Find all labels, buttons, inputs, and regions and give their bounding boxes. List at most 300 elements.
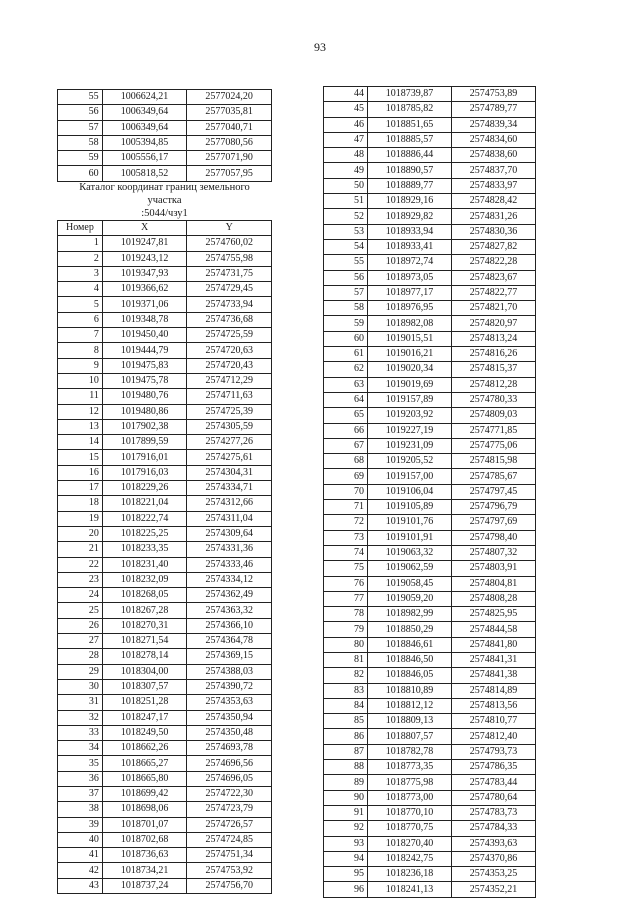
y-coordinate-cell: 2574331,36 [187, 542, 272, 557]
table-row [58, 557, 272, 572]
y-coordinate-cell: 2574830,36 [452, 224, 536, 239]
table-row [324, 438, 536, 453]
table-row [324, 637, 536, 652]
y-coordinate-cell: 2574760,02 [187, 236, 272, 251]
point-number-cell: 1 [58, 236, 103, 251]
point-number-cell: 96 [324, 882, 368, 897]
y-coordinate-cell: 2574784,33 [452, 821, 536, 836]
point-number-cell: 12 [58, 404, 103, 419]
table-row [58, 572, 272, 587]
table-row [58, 771, 272, 786]
x-coordinate-cell: 1018241,13 [368, 882, 452, 897]
x-coordinate-cell: 1019101,91 [368, 530, 452, 545]
x-coordinate-cell: 1018851,65 [368, 117, 452, 132]
table-row [324, 821, 536, 836]
y-coordinate-cell: 2574831,26 [452, 209, 536, 224]
y-coordinate-cell: 2574720,63 [187, 343, 272, 358]
x-coordinate-cell: 1018739,87 [368, 87, 452, 102]
y-coordinate-cell: 2574841,31 [452, 652, 536, 667]
table-row [324, 775, 536, 790]
table-row [58, 166, 272, 181]
y-coordinate-cell: 2574798,40 [452, 530, 536, 545]
y-coordinate-cell: 2574771,85 [452, 423, 536, 438]
point-number-cell: 10 [58, 373, 103, 388]
table-row [324, 805, 536, 820]
y-coordinate-cell: 2574363,32 [187, 603, 272, 618]
table-row [324, 224, 536, 239]
point-number-cell: 19 [58, 511, 103, 526]
point-number-cell: 23 [58, 572, 103, 587]
x-coordinate-cell: 1018775,98 [368, 775, 452, 790]
point-number-cell: 84 [324, 698, 368, 713]
table-row [324, 316, 536, 331]
point-number-cell: 42 [58, 863, 103, 878]
y-coordinate-cell: 2574815,98 [452, 454, 536, 469]
table-row [58, 151, 272, 166]
table-row [324, 561, 536, 576]
x-coordinate-cell: 1018972,74 [368, 255, 452, 270]
point-number-cell: 20 [58, 526, 103, 541]
point-number-cell: 13 [58, 419, 103, 434]
point-number-cell: 83 [324, 683, 368, 698]
x-coordinate-cell: 1019231,09 [368, 438, 452, 453]
x-coordinate-cell: 1018933,41 [368, 239, 452, 254]
x-coordinate-cell: 1019366,62 [102, 282, 187, 297]
table-row [324, 209, 536, 224]
y-coordinate-cell: 2574350,94 [187, 710, 272, 725]
x-coordinate-cell: 1018982,08 [368, 316, 452, 331]
header-x: X [102, 221, 187, 236]
table-row [58, 251, 272, 266]
point-number-cell: 78 [324, 607, 368, 622]
point-number-cell: 61 [324, 347, 368, 362]
y-coordinate-cell: 2574789,77 [452, 102, 536, 117]
x-coordinate-cell: 1018236,18 [368, 867, 452, 882]
y-coordinate-cell: 2574753,89 [452, 87, 536, 102]
table-row [324, 591, 536, 606]
table-row [58, 710, 272, 725]
point-number-cell: 8 [58, 343, 103, 358]
point-number-cell: 88 [324, 760, 368, 775]
x-coordinate-cell: 1018773,00 [368, 790, 452, 805]
table-row [324, 194, 536, 209]
table-row [324, 714, 536, 729]
x-coordinate-cell: 1018267,28 [102, 603, 187, 618]
y-coordinate-cell: 2574390,72 [187, 679, 272, 694]
table-row [324, 760, 536, 775]
x-coordinate-cell: 1006349,64 [102, 120, 187, 135]
table-row [58, 634, 272, 649]
x-coordinate-cell: 1018270,40 [368, 836, 452, 851]
point-number-cell: 18 [58, 496, 103, 511]
point-number-cell: 93 [324, 836, 368, 851]
x-coordinate-cell: 1019020,34 [368, 362, 452, 377]
x-coordinate-cell: 1019247,81 [102, 236, 187, 251]
y-coordinate-cell: 2574844,58 [452, 622, 536, 637]
x-coordinate-cell: 1019203,92 [368, 408, 452, 423]
y-coordinate-cell: 2577024,20 [187, 90, 272, 105]
table-row [324, 255, 536, 270]
table-row [58, 90, 272, 105]
y-coordinate-cell: 2577071,90 [187, 151, 272, 166]
point-number-cell: 14 [58, 435, 103, 450]
y-coordinate-cell: 2574841,80 [452, 637, 536, 652]
point-number-cell: 55 [58, 90, 103, 105]
point-number-cell: 34 [58, 741, 103, 756]
x-coordinate-cell: 1018233,35 [102, 542, 187, 557]
point-number-cell: 53 [324, 224, 368, 239]
point-number-cell: 52 [324, 209, 368, 224]
point-number-cell: 41 [58, 848, 103, 863]
y-coordinate-cell: 2574696,05 [187, 771, 272, 786]
x-coordinate-cell: 1018846,05 [368, 668, 452, 683]
table-row [58, 481, 272, 496]
y-coordinate-cell: 2574812,28 [452, 377, 536, 392]
x-coordinate-cell: 1019106,04 [368, 484, 452, 499]
x-coordinate-cell: 1018268,05 [102, 588, 187, 603]
table-row [324, 117, 536, 132]
point-number-cell: 15 [58, 450, 103, 465]
x-coordinate-cell: 1018251,28 [102, 695, 187, 710]
point-number-cell: 26 [58, 618, 103, 633]
table-row [58, 266, 272, 281]
x-coordinate-cell: 1018665,27 [102, 756, 187, 771]
y-coordinate-cell: 2574364,78 [187, 634, 272, 649]
y-coordinate-cell: 2574362,49 [187, 588, 272, 603]
y-coordinate-cell: 2574839,34 [452, 117, 536, 132]
point-number-cell: 63 [324, 377, 368, 392]
x-coordinate-cell: 1018770,75 [368, 821, 452, 836]
x-coordinate-cell: 1018231,40 [102, 557, 187, 572]
table-row [58, 664, 272, 679]
point-number-cell: 77 [324, 591, 368, 606]
table-row [324, 576, 536, 591]
table-row [58, 404, 272, 419]
point-number-cell: 67 [324, 438, 368, 453]
table-row [58, 435, 272, 450]
x-coordinate-cell: 1018307,57 [102, 679, 187, 694]
point-number-cell: 94 [324, 851, 368, 866]
point-number-cell: 49 [324, 163, 368, 178]
y-coordinate-cell: 2574822,28 [452, 255, 536, 270]
x-coordinate-cell: 1006624,21 [102, 90, 187, 105]
point-number-cell: 48 [324, 148, 368, 163]
table-row [58, 373, 272, 388]
table-row [324, 530, 536, 545]
x-coordinate-cell: 1018278,14 [102, 649, 187, 664]
table-row [324, 744, 536, 759]
x-coordinate-cell: 1019157,00 [368, 469, 452, 484]
table-row [324, 469, 536, 484]
point-number-cell: 64 [324, 392, 368, 407]
point-number-cell: 92 [324, 821, 368, 836]
table-row [58, 450, 272, 465]
table-row [324, 163, 536, 178]
table-row [58, 741, 272, 756]
point-number-cell: 3 [58, 266, 103, 281]
table-row [58, 282, 272, 297]
y-coordinate-cell: 2574311,04 [187, 511, 272, 526]
y-coordinate-cell: 2574813,24 [452, 331, 536, 346]
y-coordinate-cell: 2577035,81 [187, 105, 272, 120]
point-number-cell: 87 [324, 744, 368, 759]
y-coordinate-cell: 2574807,32 [452, 545, 536, 560]
x-coordinate-cell: 1019480,86 [102, 404, 187, 419]
x-coordinate-cell: 1018304,00 [102, 664, 187, 679]
x-coordinate-cell: 1018737,24 [102, 878, 187, 893]
y-coordinate-cell: 2574783,44 [452, 775, 536, 790]
table-row [58, 649, 272, 664]
point-number-cell: 45 [324, 102, 368, 117]
x-coordinate-cell: 1019015,51 [368, 331, 452, 346]
x-coordinate-cell: 1019348,78 [102, 312, 187, 327]
x-coordinate-cell: 1018229,26 [102, 481, 187, 496]
coordinates-table-continued [57, 89, 272, 182]
x-coordinate-cell: 1018734,21 [102, 863, 187, 878]
table-row [58, 389, 272, 404]
y-coordinate-cell: 2574823,67 [452, 270, 536, 285]
x-coordinate-cell: 1019058,45 [368, 576, 452, 591]
y-coordinate-cell: 2574797,45 [452, 484, 536, 499]
table-row [58, 817, 272, 832]
point-number-cell: 50 [324, 178, 368, 193]
point-number-cell: 11 [58, 389, 103, 404]
point-number-cell: 33 [58, 725, 103, 740]
point-number-cell: 76 [324, 576, 368, 591]
x-coordinate-cell: 1019371,06 [102, 297, 187, 312]
table-row [324, 729, 536, 744]
point-number-cell: 28 [58, 649, 103, 664]
point-number-cell: 68 [324, 454, 368, 469]
table-row [324, 270, 536, 285]
point-number-cell: 57 [58, 120, 103, 135]
table-header-row [58, 221, 272, 236]
coordinates-table-right [323, 86, 536, 898]
x-coordinate-cell: 1018249,50 [102, 725, 187, 740]
point-number-cell: 56 [324, 270, 368, 285]
table-row [58, 135, 272, 150]
y-coordinate-cell: 2574334,71 [187, 481, 272, 496]
table-row [324, 301, 536, 316]
y-coordinate-cell: 2574275,61 [187, 450, 272, 465]
point-number-cell: 51 [324, 194, 368, 209]
table-row [324, 239, 536, 254]
y-coordinate-cell: 2574334,12 [187, 572, 272, 587]
x-coordinate-cell: 1018698,06 [102, 802, 187, 817]
table-row [324, 790, 536, 805]
point-number-cell: 22 [58, 557, 103, 572]
x-coordinate-cell: 1019016,21 [368, 347, 452, 362]
x-coordinate-cell: 1018785,82 [368, 102, 452, 117]
y-coordinate-cell: 2574304,31 [187, 465, 272, 480]
x-coordinate-cell: 1019105,89 [368, 500, 452, 515]
point-number-cell: 55 [324, 255, 368, 270]
caption-line-1: Каталог координат границ земельного [79, 182, 250, 193]
y-coordinate-cell: 2574333,46 [187, 557, 272, 572]
y-coordinate-cell: 2574841,38 [452, 668, 536, 683]
x-coordinate-cell: 1018850,29 [368, 622, 452, 637]
table-row [58, 511, 272, 526]
x-coordinate-cell: 1019480,76 [102, 389, 187, 404]
x-coordinate-cell: 1018662,26 [102, 741, 187, 756]
y-coordinate-cell: 2574369,15 [187, 649, 272, 664]
y-coordinate-cell: 2574726,57 [187, 817, 272, 832]
table-row [324, 377, 536, 392]
x-coordinate-cell: 1019347,93 [102, 266, 187, 281]
y-coordinate-cell: 2574783,73 [452, 805, 536, 820]
table-row [58, 297, 272, 312]
point-number-cell: 46 [324, 117, 368, 132]
y-coordinate-cell: 2574775,06 [452, 438, 536, 453]
y-coordinate-cell: 2577040,71 [187, 120, 272, 135]
y-coordinate-cell: 2574353,63 [187, 695, 272, 710]
table-row [324, 132, 536, 147]
point-number-cell: 38 [58, 802, 103, 817]
table-row [58, 358, 272, 373]
table-row [324, 607, 536, 622]
point-number-cell: 2 [58, 251, 103, 266]
y-coordinate-cell: 2574696,56 [187, 756, 272, 771]
x-coordinate-cell: 1018247,17 [102, 710, 187, 725]
point-number-cell: 32 [58, 710, 103, 725]
x-coordinate-cell: 1005394,85 [102, 135, 187, 150]
table-row [58, 105, 272, 120]
x-coordinate-cell: 1018736,63 [102, 848, 187, 863]
y-coordinate-cell: 2574804,81 [452, 576, 536, 591]
y-coordinate-cell: 2574736,68 [187, 312, 272, 327]
y-coordinate-cell: 2574808,28 [452, 591, 536, 606]
point-number-cell: 25 [58, 603, 103, 618]
table-row [58, 542, 272, 557]
x-coordinate-cell: 1018976,95 [368, 301, 452, 316]
y-coordinate-cell: 2574729,45 [187, 282, 272, 297]
x-coordinate-cell: 1018770,10 [368, 805, 452, 820]
table-row [58, 863, 272, 878]
y-coordinate-cell: 2574350,48 [187, 725, 272, 740]
point-number-cell: 80 [324, 637, 368, 652]
y-coordinate-cell: 2574755,98 [187, 251, 272, 266]
y-coordinate-cell: 2574693,78 [187, 741, 272, 756]
table-row [58, 312, 272, 327]
point-number-cell: 62 [324, 362, 368, 377]
y-coordinate-cell: 2574821,70 [452, 301, 536, 316]
table-row [324, 347, 536, 362]
table-row [58, 802, 272, 817]
table-row [324, 454, 536, 469]
point-number-cell: 7 [58, 328, 103, 343]
x-coordinate-cell: 1018846,50 [368, 652, 452, 667]
x-coordinate-cell: 1018809,13 [368, 714, 452, 729]
x-coordinate-cell: 1017899,59 [102, 435, 187, 450]
x-coordinate-cell: 1018699,42 [102, 786, 187, 801]
y-coordinate-cell: 2574813,56 [452, 698, 536, 713]
y-coordinate-cell: 2574822,77 [452, 285, 536, 300]
y-coordinate-cell: 2577057,95 [187, 166, 272, 181]
table-row [324, 500, 536, 515]
point-number-cell: 90 [324, 790, 368, 805]
point-number-cell: 31 [58, 695, 103, 710]
y-coordinate-cell: 2574312,66 [187, 496, 272, 511]
y-coordinate-cell: 2574277,26 [187, 435, 272, 450]
point-number-cell: 75 [324, 561, 368, 576]
point-number-cell: 85 [324, 714, 368, 729]
caption-line-2: участка [147, 195, 182, 206]
point-number-cell: 56 [58, 105, 103, 120]
point-number-cell: 54 [324, 239, 368, 254]
point-number-cell: 65 [324, 408, 368, 423]
x-coordinate-cell: 1018271,54 [102, 634, 187, 649]
table-row [58, 878, 272, 893]
y-coordinate-cell: 2574815,37 [452, 362, 536, 377]
table-row [58, 725, 272, 740]
x-coordinate-cell: 1019475,78 [102, 373, 187, 388]
table-row [58, 343, 272, 358]
y-coordinate-cell: 2574820,97 [452, 316, 536, 331]
x-coordinate-cell: 1019157,89 [368, 392, 452, 407]
y-coordinate-cell: 2574725,59 [187, 328, 272, 343]
y-coordinate-cell: 2574814,89 [452, 683, 536, 698]
table-row [324, 545, 536, 560]
point-number-cell: 72 [324, 515, 368, 530]
table-row [58, 756, 272, 771]
x-coordinate-cell: 1018982,99 [368, 607, 452, 622]
point-number-cell: 81 [324, 652, 368, 667]
table-row [58, 496, 272, 511]
x-coordinate-cell: 1018221,04 [102, 496, 187, 511]
table-row [324, 698, 536, 713]
table-row [324, 652, 536, 667]
table-row [58, 848, 272, 863]
point-number-cell: 6 [58, 312, 103, 327]
table-row [58, 832, 272, 847]
point-number-cell: 35 [58, 756, 103, 771]
x-coordinate-cell: 1019062,59 [368, 561, 452, 576]
y-coordinate-cell: 2574712,29 [187, 373, 272, 388]
x-coordinate-cell: 1018977,17 [368, 285, 452, 300]
y-coordinate-cell: 2574837,70 [452, 163, 536, 178]
x-coordinate-cell: 1018810,89 [368, 683, 452, 698]
x-coordinate-cell: 1018812,12 [368, 698, 452, 713]
x-coordinate-cell: 1018782,78 [368, 744, 452, 759]
y-coordinate-cell: 2574725,39 [187, 404, 272, 419]
x-coordinate-cell: 1017916,01 [102, 450, 187, 465]
point-number-cell: 95 [324, 867, 368, 882]
x-coordinate-cell: 1018890,57 [368, 163, 452, 178]
point-number-cell: 43 [58, 878, 103, 893]
x-coordinate-cell: 1018702,68 [102, 832, 187, 847]
y-coordinate-cell: 2574711,63 [187, 389, 272, 404]
y-coordinate-cell: 2574780,64 [452, 790, 536, 805]
y-coordinate-cell: 2574838,60 [452, 148, 536, 163]
x-coordinate-cell: 1019205,52 [368, 454, 452, 469]
y-coordinate-cell: 2574353,25 [452, 867, 536, 882]
y-coordinate-cell: 2574797,69 [452, 515, 536, 530]
table-row [58, 603, 272, 618]
point-number-cell: 91 [324, 805, 368, 820]
table-row [324, 285, 536, 300]
table-row [58, 236, 272, 251]
page-number: 93 [314, 40, 326, 54]
table-row [324, 484, 536, 499]
x-coordinate-cell: 1018222,74 [102, 511, 187, 526]
point-number-cell: 4 [58, 282, 103, 297]
table-row [324, 362, 536, 377]
table-row [58, 465, 272, 480]
point-number-cell: 29 [58, 664, 103, 679]
x-coordinate-cell: 1019243,12 [102, 251, 187, 266]
x-coordinate-cell: 1018807,57 [368, 729, 452, 744]
y-coordinate-cell: 2574756,70 [187, 878, 272, 893]
